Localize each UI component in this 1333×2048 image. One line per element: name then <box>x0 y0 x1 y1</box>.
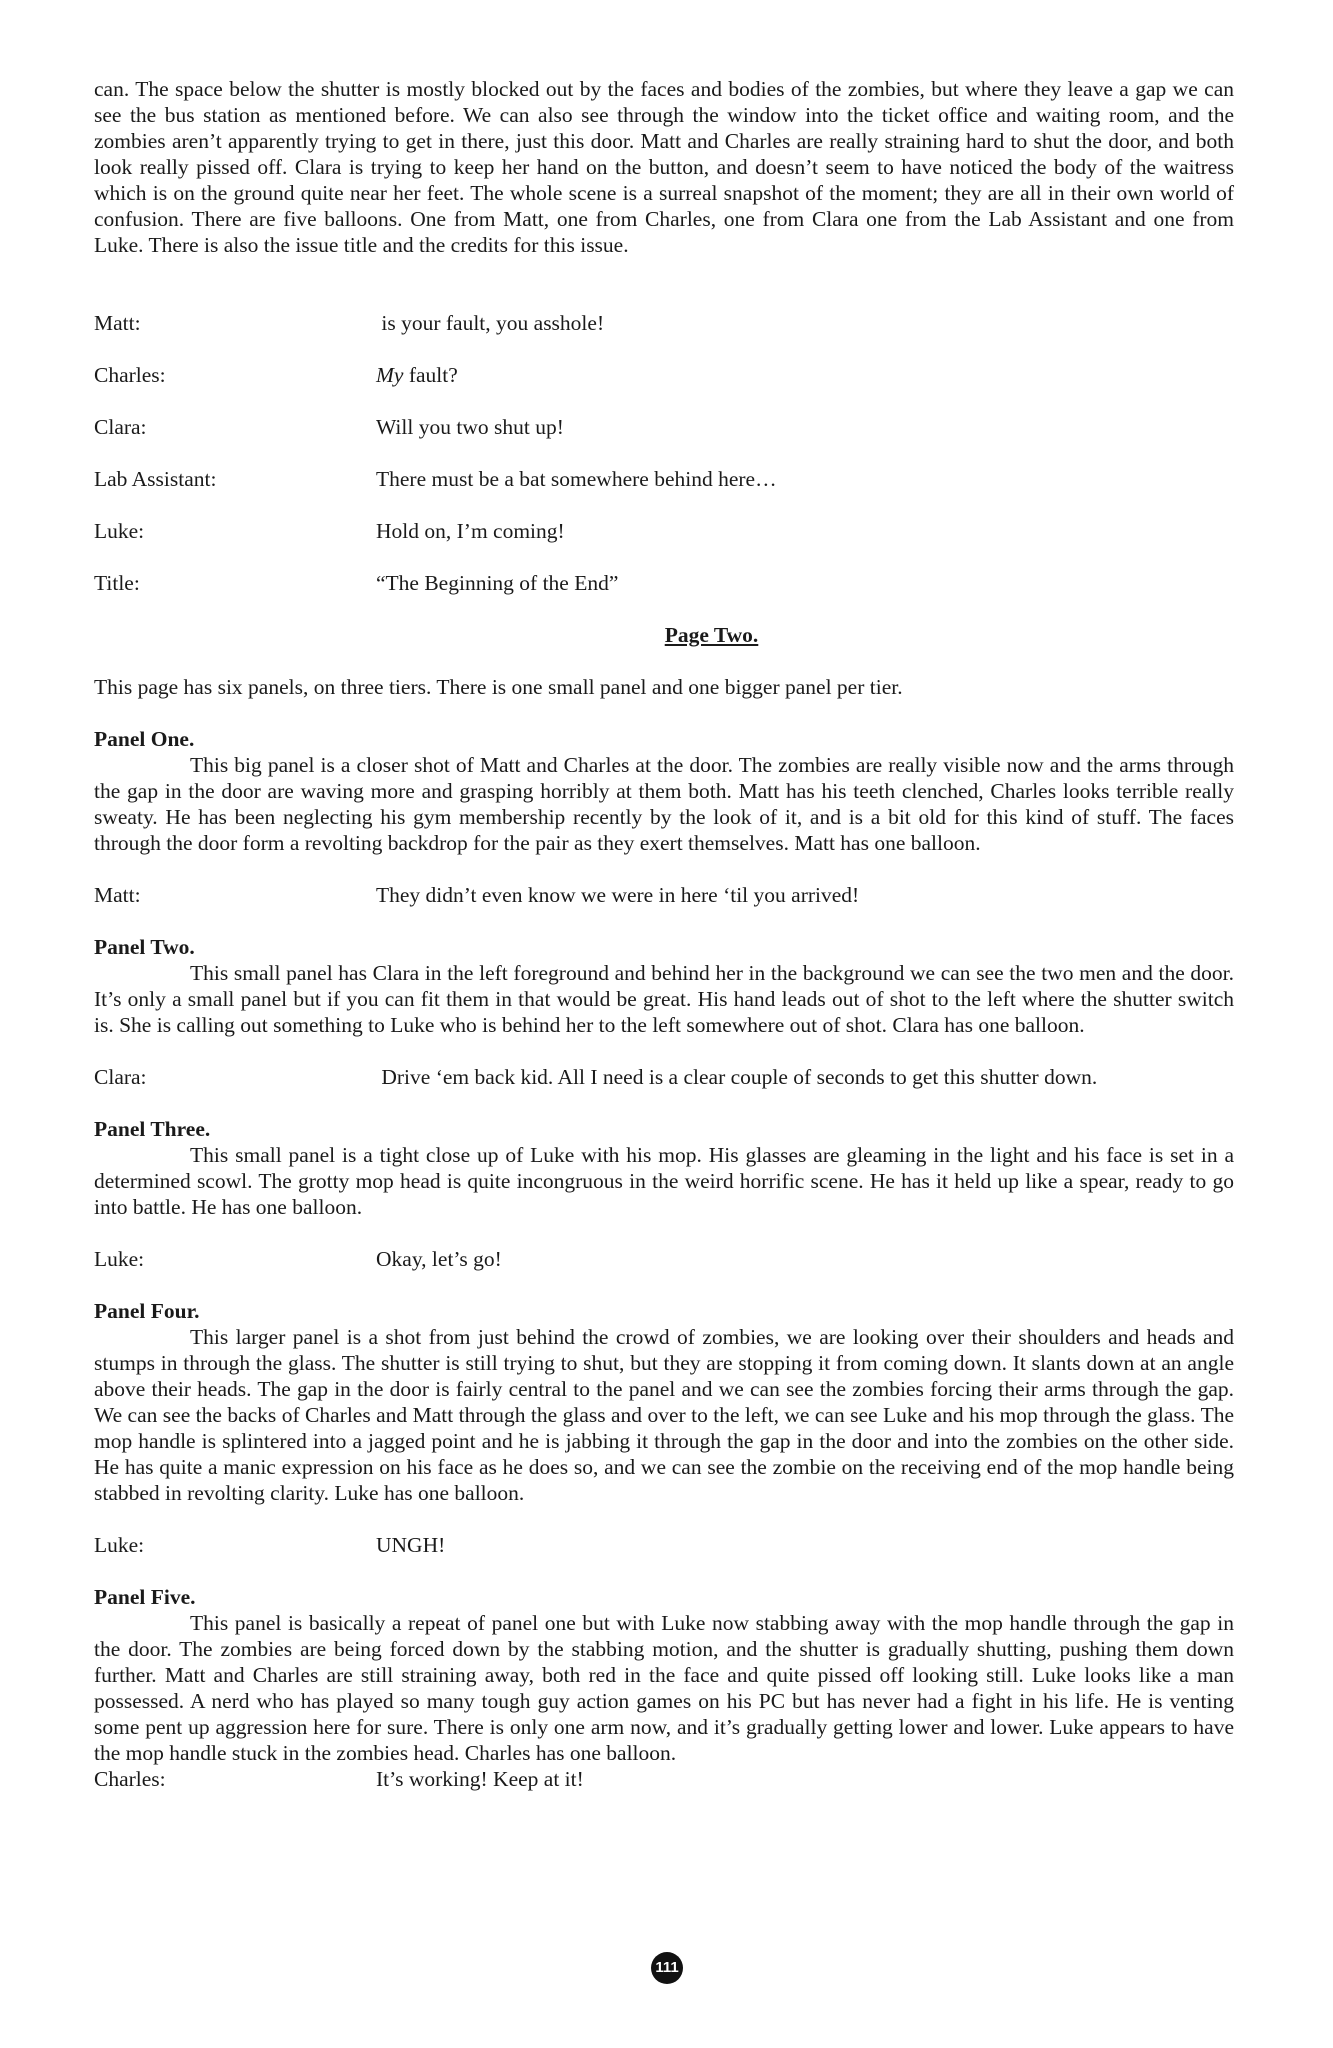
dialogue-text: Will you two shut up! <box>376 415 564 439</box>
panel-section <box>94 726 1234 908</box>
dialogue-text: is your fault, you asshole! <box>376 311 605 335</box>
dialogue-line <box>94 570 1234 596</box>
dialogue-line <box>94 362 1234 388</box>
dialogue-text: They didn’t even know we were in here ‘til you arrived! <box>376 883 860 907</box>
speaker-name: Luke: <box>94 519 145 543</box>
dialogue-line <box>94 414 1234 440</box>
speaker-name: Clara: <box>94 1065 147 1089</box>
panel-heading: Panel Five. <box>94 1585 196 1609</box>
speaker-name: Title: <box>94 571 140 595</box>
panel-description: This larger panel is a shot from just behind the crowd of zombies, we are looking over their shoulders and heads and stumps in through the glass. The shutter is still trying to shut, but they are stopping it from coming down. It slants down at an angle above their heads. The gap in the door is fairly central to the panel and we can see the zombies forcing their arms through the gap. We can see the backs of Charles and Matt through the glass and over to the left, we can see Luke and his mop through the glass. The mop handle is splintered into a jagged point and he is jabbing it through the gap in the door and into the zombies on the other side. He has quite a manic expression on his face as he does so, and we can see the zombie on the receiving end of the mop handle being stabbed in revolting clarity. Luke has one balloon. <box>94 1325 1234 1505</box>
panel-heading: Panel One. <box>94 727 195 751</box>
dialogue-text <box>376 362 1234 388</box>
dialogue-text: UNGH! <box>376 1533 446 1557</box>
dialogue-line <box>94 466 1234 492</box>
panel-heading: Panel Two. <box>94 935 195 959</box>
panel-heading: Panel Three. <box>94 1117 211 1141</box>
dialogue-line <box>94 518 1234 544</box>
speaker-name: Luke: <box>94 1247 145 1271</box>
dialogue-line <box>94 1064 1234 1090</box>
intro-paragraph: can. The space below the shutter is mostly blocked out by the faces and bodies of the zombies, but where they leave a gap we can see the bus station as mentioned before. We can also see through the window into the ticket office and waiting room, and the zombies aren’t apparently trying to get in there, just this door. Matt and Charles are really straining hard to shut the door, and both look really pissed off. Clara is trying to keep her hand on the button, and doesn’t seem to have noticed the body of the waitress which is on the ground quite near her feet. The whole scene is a surreal snapshot of the moment; they are all in their own world of confusion. There are five balloons. One from Matt, one from Charles, one from Clara one from the Lab Assistant and one from Luke. There is also the issue title and the credits for this issue. <box>94 77 1234 257</box>
dialogue-line <box>94 882 1234 908</box>
emphasized-word: My <box>376 363 404 387</box>
panel-section <box>94 1584 1234 1792</box>
dialogue-text: There must be a bat somewhere behind here… <box>376 467 777 491</box>
panel-heading: Panel Four. <box>94 1299 200 1323</box>
script-page <box>94 76 1234 1792</box>
opening-dialogue <box>94 310 1234 596</box>
page-number-badge: 111 <box>651 1952 683 1984</box>
dialogue-text: Okay, let’s go! <box>376 1247 502 1271</box>
dialogue-text: It’s working! Keep at it! <box>376 1767 584 1791</box>
dialogue-line <box>94 1532 1234 1558</box>
panel-section <box>94 1298 1234 1558</box>
page-intro: This page has six panels, on three tiers. There is one small panel and one bigger panel per tier. <box>94 675 903 699</box>
dialogue-line <box>94 1246 1234 1272</box>
dialogue-text: Hold on, I’m coming! <box>376 519 565 543</box>
panel-description: This small panel has Clara in the left foreground and behind her in the background we can see the two men and the door. It’s only a small panel but if you can fit them in that would be great. His hand leads out of shot to the left where the shutter switch is. She is calling out something to Luke who is behind her to the left somewhere out of shot. Clara has one balloon. <box>94 961 1234 1037</box>
panel-section <box>94 934 1234 1090</box>
panel-description: This small panel is a tight close up of Luke with his mop. His glasses are gleaming in the light and his face is set in a determined scowl. The grotty mop head is quite incongruous in the weird horrific scene. He has it held up like a spear, ready to go into battle. He has one balloon. <box>94 1143 1234 1219</box>
panel-description: This big panel is a closer shot of Matt and Charles at the door. The zombies are really visible now and the arms through the gap in the door are waving more and grasping horribly at them both. Matt has his teeth clenched, Charles looks terrible really sweaty. He has been neglecting his gym membership recently by the look of it, and is a bit old for this kind of stuff. The faces through the door form a revolting backdrop for the pair as they exert themselves. Matt has one balloon. <box>94 753 1234 855</box>
speaker-name: Lab Assistant: <box>94 467 217 491</box>
dialogue-line <box>94 1766 1234 1792</box>
speaker-name: Clara: <box>94 415 147 439</box>
speaker-name: Luke: <box>94 1533 145 1557</box>
speaker-name: Charles: <box>94 363 166 387</box>
panel-description: This panel is basically a repeat of panel one but with Luke now stabbing away with the mop handle through the gap in the door. The zombies are being forced down by the stabbing motion, and the shutter is gradually shutting, pushing them down further. Matt and Charles are still straining away, both red in the face and quite pissed off looking still. Luke looks like a man possessed. A nerd who has played so many tough guy action games on his PC but has never had a fight in his life. He is venting some pent up aggression here for sure. There is only one arm now, and it’s gradually getting lower and lower. Luke appears to have the mop handle stuck in the zombies head. Charles has one balloon. <box>94 1611 1234 1765</box>
dialogue-text: “The Beginning of the End” <box>376 571 619 595</box>
dialogue-line <box>94 310 1234 336</box>
page-heading: Page Two. <box>664 623 759 647</box>
dialogue-text-rest: fault? <box>403 363 458 387</box>
speaker-name: Charles: <box>94 1767 166 1791</box>
dialogue-text: Drive ‘em back kid. All I need is a clear couple of seconds to get this shutter down. <box>376 1065 1098 1089</box>
speaker-name: Matt: <box>94 311 141 335</box>
speaker-name: Matt: <box>94 883 141 907</box>
panel-section <box>94 1116 1234 1272</box>
